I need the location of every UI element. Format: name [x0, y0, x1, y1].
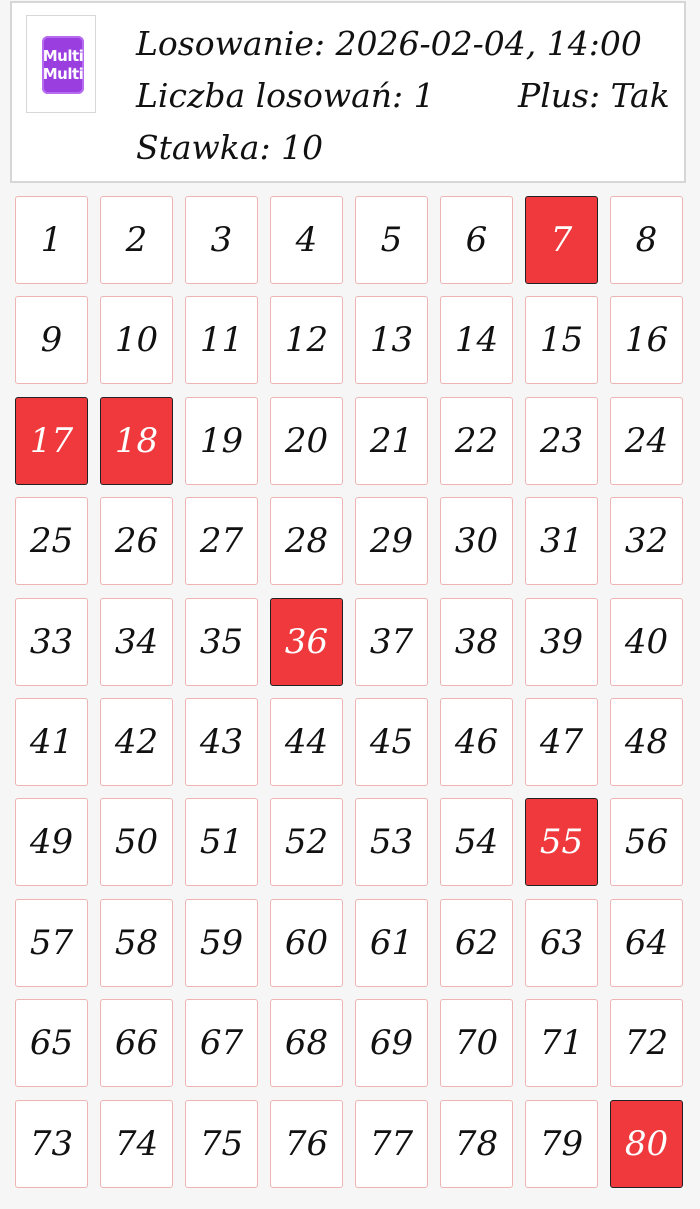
number-cell[interactable]: 9	[15, 296, 88, 384]
number-cell[interactable]: 68	[270, 999, 343, 1087]
draw-datetime: 2026-02-04, 14:00	[335, 24, 642, 63]
number-cell[interactable]: 77	[355, 1100, 428, 1188]
logo-line-1: Multi	[42, 47, 84, 65]
number-cell[interactable]: 1	[15, 196, 88, 284]
draw-line	[136, 24, 642, 64]
number-cell[interactable]: 61	[355, 899, 428, 987]
number-cell[interactable]: 46	[440, 698, 513, 786]
number-cell[interactable]: 60	[270, 899, 343, 987]
number-cell[interactable]: 21	[355, 397, 428, 485]
number-cell[interactable]: 62	[440, 899, 513, 987]
number-cell[interactable]: 63	[525, 899, 598, 987]
number-cell[interactable]: 35	[185, 598, 258, 686]
number-cell[interactable]: 57	[15, 899, 88, 987]
number-grid	[15, 196, 685, 1188]
number-cell[interactable]: 12	[270, 296, 343, 384]
number-cell[interactable]: 45	[355, 698, 428, 786]
number-cell[interactable]: 26	[100, 497, 173, 585]
logo-line-2: Multi	[42, 65, 84, 83]
logo-frame	[26, 15, 96, 113]
number-cell[interactable]: 71	[525, 999, 598, 1087]
number-cell[interactable]: 39	[525, 598, 598, 686]
plus-label: Plus:	[518, 76, 601, 115]
number-cell[interactable]: 67	[185, 999, 258, 1087]
stake-value: 10	[281, 128, 324, 167]
number-cell[interactable]: 34	[100, 598, 173, 686]
number-cell[interactable]: 37	[355, 598, 428, 686]
number-cell[interactable]: 42	[100, 698, 173, 786]
number-cell[interactable]: 2	[100, 196, 173, 284]
number-cell[interactable]: 14	[440, 296, 513, 384]
number-cell[interactable]: 79	[525, 1100, 598, 1188]
number-cell-selected[interactable]: 80	[610, 1100, 683, 1188]
number-cell[interactable]: 53	[355, 798, 428, 886]
number-cell[interactable]: 56	[610, 798, 683, 886]
number-cell[interactable]: 64	[610, 899, 683, 987]
number-cell[interactable]: 28	[270, 497, 343, 585]
number-cell-selected[interactable]: 36	[270, 598, 343, 686]
number-cell[interactable]: 40	[610, 598, 683, 686]
number-cell[interactable]: 44	[270, 698, 343, 786]
number-cell[interactable]: 30	[440, 497, 513, 585]
number-cell[interactable]: 69	[355, 999, 428, 1087]
number-cell[interactable]: 58	[100, 899, 173, 987]
number-cell[interactable]: 54	[440, 798, 513, 886]
number-cell[interactable]: 13	[355, 296, 428, 384]
number-cell-selected[interactable]: 17	[15, 397, 88, 485]
number-cell[interactable]: 19	[185, 397, 258, 485]
number-cell[interactable]: 52	[270, 798, 343, 886]
number-cell[interactable]: 72	[610, 999, 683, 1087]
number-cell[interactable]: 10	[100, 296, 173, 384]
number-cell[interactable]: 70	[440, 999, 513, 1087]
draws-count-label: Liczba losowań:	[136, 76, 404, 115]
number-cell[interactable]: 8	[610, 196, 683, 284]
number-cell[interactable]: 20	[270, 397, 343, 485]
ticket-header	[10, 1, 686, 183]
number-cell[interactable]: 65	[15, 999, 88, 1087]
number-cell[interactable]: 27	[185, 497, 258, 585]
number-cell-selected[interactable]: 7	[525, 196, 598, 284]
number-cell[interactable]: 5	[355, 196, 428, 284]
number-cell[interactable]: 11	[185, 296, 258, 384]
number-cell[interactable]: 33	[15, 598, 88, 686]
number-cell[interactable]: 47	[525, 698, 598, 786]
number-cell[interactable]: 76	[270, 1100, 343, 1188]
number-cell[interactable]: 4	[270, 196, 343, 284]
draw-label: Losowanie:	[136, 24, 325, 63]
number-cell[interactable]: 75	[185, 1100, 258, 1188]
multi-multi-logo	[42, 36, 84, 94]
number-cell[interactable]: 15	[525, 296, 598, 384]
number-cell-selected[interactable]: 18	[100, 397, 173, 485]
number-cell[interactable]: 3	[185, 196, 258, 284]
number-cell[interactable]: 23	[525, 397, 598, 485]
draws-count-line	[136, 76, 435, 116]
number-cell[interactable]: 16	[610, 296, 683, 384]
number-cell[interactable]: 59	[185, 899, 258, 987]
number-cell[interactable]: 48	[610, 698, 683, 786]
number-cell[interactable]: 22	[440, 397, 513, 485]
number-cell[interactable]: 31	[525, 497, 598, 585]
number-cell[interactable]: 78	[440, 1100, 513, 1188]
plus-line	[518, 76, 670, 116]
number-cell[interactable]: 74	[100, 1100, 173, 1188]
number-cell-selected[interactable]: 55	[525, 798, 598, 886]
stake-line	[136, 128, 323, 168]
number-cell[interactable]: 51	[185, 798, 258, 886]
number-cell[interactable]: 32	[610, 497, 683, 585]
plus-value: Tak	[610, 76, 670, 115]
stake-label: Stawka:	[136, 128, 271, 167]
number-cell[interactable]: 38	[440, 598, 513, 686]
number-cell[interactable]: 66	[100, 999, 173, 1087]
number-cell[interactable]: 24	[610, 397, 683, 485]
number-cell[interactable]: 43	[185, 698, 258, 786]
number-cell[interactable]: 49	[15, 798, 88, 886]
number-cell[interactable]: 50	[100, 798, 173, 886]
number-cell[interactable]: 6	[440, 196, 513, 284]
number-cell[interactable]: 41	[15, 698, 88, 786]
draws-count-value: 1	[413, 76, 435, 115]
number-cell[interactable]: 29	[355, 497, 428, 585]
number-cell[interactable]: 25	[15, 497, 88, 585]
number-cell[interactable]: 73	[15, 1100, 88, 1188]
